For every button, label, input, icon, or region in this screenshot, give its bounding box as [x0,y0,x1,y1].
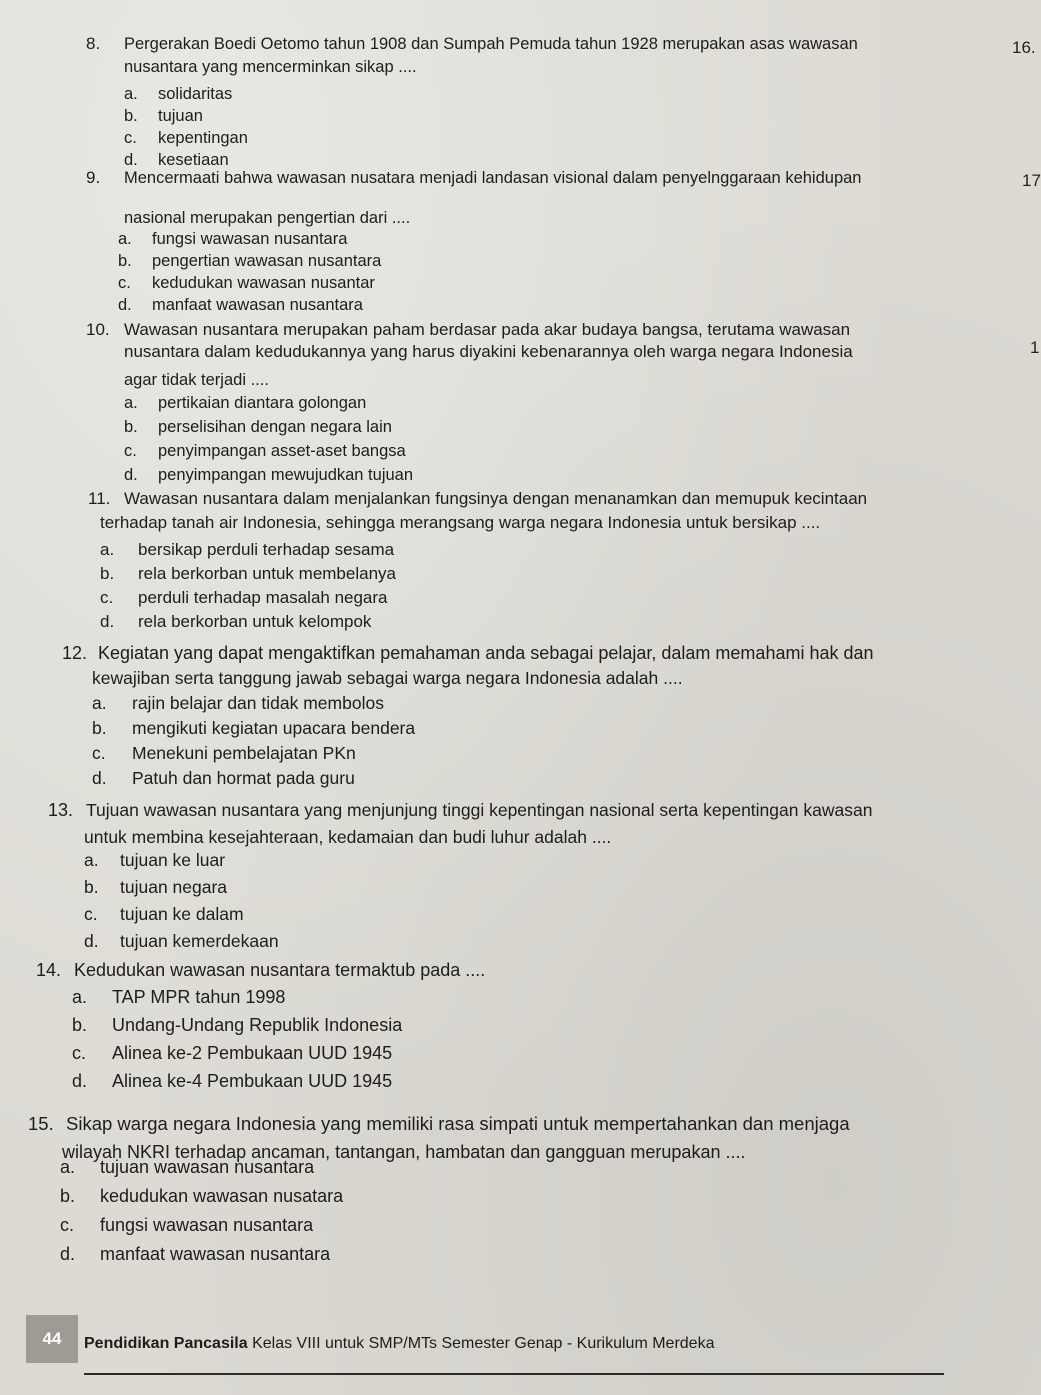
stem-line: terhadap tanah air Indonesia, sehingga merangsang warga negara Indonesia untuk bersikap .... [100,513,821,532]
option-a[interactable]: a. pertikaian diantara golongan [124,394,367,412]
stem-line: nasional merupakan pengertian dari .... [124,209,411,227]
option-b[interactable]: b. pengertian wawasan nusantara [118,252,382,270]
option-a[interactable]: a. tujuan ke luar [84,850,226,870]
option-d[interactable]: d. Patuh dan hormat pada guru [92,768,355,788]
option-b[interactable]: b. perselisihan dengan negara lain [124,418,392,436]
options-list [60,1157,343,1273]
stem-line: nusantara dalam kedudukannya yang harus diyakini kebenarannya oleh warga negara Indonesia [124,342,853,361]
stem-line: nusantara yang mencerminkan sikap .... [124,58,417,76]
side-number-16: 16. [1012,38,1036,57]
stem-line: kewajiban serta tanggung jawab sebagai warga negara Indonesia adalah .... [92,668,683,688]
question-number: 10. [86,320,110,339]
option-c[interactable]: c. tujuan ke dalam [84,904,244,924]
option-b[interactable]: b. tujuan negara [84,877,228,897]
option-d[interactable]: d. Alinea ke-4 Pembukaan UUD 1945 [72,1071,393,1091]
side-number-1: 1 [1030,338,1040,357]
options-list [124,394,413,490]
option-d[interactable]: d. manfaat wawasan nusantara [60,1244,331,1264]
question-number: 9. [86,168,101,187]
option-c[interactable]: c. fungsi wawasan nusantara [60,1215,314,1235]
page-number: 44 [26,1315,78,1363]
footer-title [84,1335,714,1353]
stem-line: agar tidak terjadi .... [124,371,269,389]
question-number: 8. [86,34,101,53]
stem-line: Tujuan wawasan nusantara yang menjunjung tinggi kepentingan nasional serta kepentingan kawasan [86,800,873,820]
stem-line: Wawasan nusantara dalam menjalankan fungsinya dengan menanamkan dan memupuk kecintaan [124,489,868,508]
option-b[interactable]: b. Undang-Undang Republik Indonesia [72,1015,403,1035]
option-a[interactable]: a. solidaritas [124,85,233,103]
option-a[interactable]: a. fungsi wawasan nusantara [118,230,348,248]
option-c[interactable]: c. kepentingan [124,129,248,147]
options-list [84,850,279,958]
stem-line: Wawasan nusantara merupakan paham berdasar pada akar budaya bangsa, terutama wawasan [124,320,851,339]
question-number: 15. [28,1113,54,1134]
option-c[interactable]: c. penyimpangan asset-aset bangsa [124,442,406,460]
option-a[interactable]: a. bersikap perduli terhadap sesama [100,540,395,559]
stem-line: untuk membina kesejahteraan, kedamaian dan budi luhur adalah .... [84,827,612,847]
question-number: 14. [36,960,62,980]
footer-title-rest: Kelas VIII untuk SMP/MTs Semester Genap - Kurikulum Merdeka [247,1335,715,1352]
option-d[interactable]: d. kesetiaan [124,151,229,169]
option-c[interactable]: c. perduli terhadap masalah negara [100,588,388,607]
option-c[interactable]: c. Menekuni pembelajatan PKn [92,743,356,763]
stem-line: Kedudukan wawasan nusantara termaktub pada .... [74,960,486,980]
options-list [124,85,248,173]
stem-line: Kegiatan yang dapat mengaktifkan pemahaman anda sebagai pelajar, dalam memahami hak dan [98,643,874,663]
options-list [118,230,381,318]
option-d[interactable]: d. penyimpangan mewujudkan tujuan [124,466,414,484]
option-a[interactable]: a. rajin belajar dan tidak membolos [92,693,384,713]
option-c[interactable]: c. kedudukan wawasan nusantar [118,274,375,292]
option-d[interactable]: d. manfaat wawasan nusantara [118,296,363,314]
question-number: 12. [62,643,88,663]
option-b[interactable]: b. tujuan [124,107,203,125]
option-b[interactable]: b. rela berkorban untuk membelanya [100,564,396,583]
question-number: 11. [88,489,111,508]
footer-rule [84,1373,944,1375]
option-c[interactable]: c. Alinea ke-2 Pembukaan UUD 1945 [72,1043,393,1063]
stem-line: Pergerakan Boedi Oetomo tahun 1908 dan Sumpah Pemuda tahun 1928 merupakan asas wawasan [124,35,858,53]
page-footer [26,1315,1026,1381]
stem-line: Sikap warga negara Indonesia yang memiliki rasa simpati untuk mempertahankan dan menjaga [66,1113,850,1134]
question-number: 13. [48,800,74,820]
options-list [72,987,402,1099]
option-b[interactable]: b. kedudukan wawasan nusatara [60,1186,344,1206]
option-b[interactable]: b. mengikuti kegiatan upacara bendera [92,718,416,738]
side-number-17: 17 [1022,171,1041,190]
stem-line: wilayah NKRI terhadap ancaman, tantangan, hambatan dan gangguan merupakan .... [62,1142,746,1162]
stem-line: Mencermaati bahwa wawasan nusatara menjadi landasan visional dalam penyelnggaraan kehidupan [124,169,862,187]
options-list [92,693,415,793]
option-a[interactable]: a. tujuan wawasan nusantara [60,1157,315,1177]
options-list [100,540,396,636]
footer-title-bold: Pendidikan Pancasila [84,1335,248,1352]
option-d[interactable]: d. tujuan kemerdekaan [84,931,279,951]
option-d[interactable]: d. rela berkorban untuk kelompok [100,612,372,631]
option-a[interactable]: a. TAP MPR tahun 1998 [72,987,286,1007]
